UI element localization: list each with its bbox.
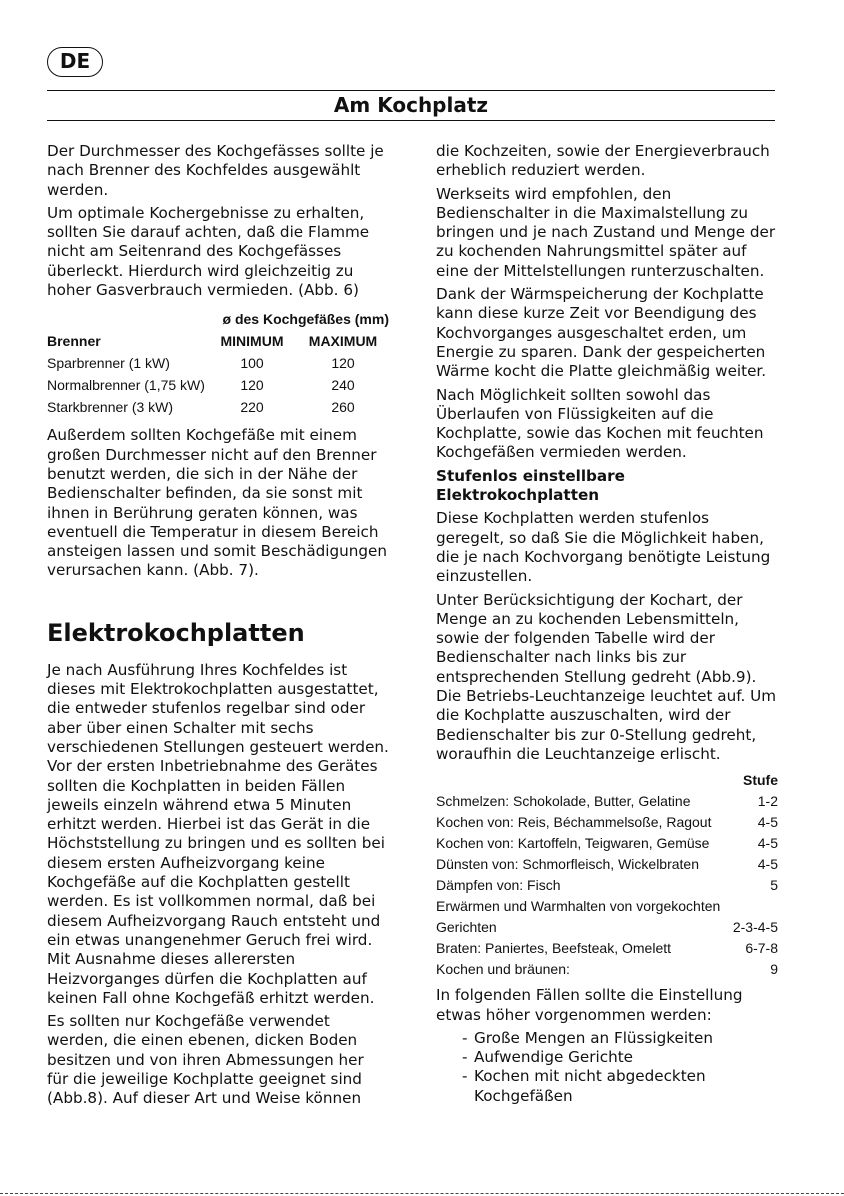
row-value: 4-5 xyxy=(757,856,778,873)
row-value: 4-5 xyxy=(757,835,778,852)
table-row xyxy=(436,812,778,833)
stufe-table xyxy=(436,770,778,980)
table-group-header: ø des Kochgefäßes (mm) xyxy=(222,310,389,327)
table-row xyxy=(436,833,778,854)
row-label: Kochen von: Reis, Béchammelsoße, Ragout xyxy=(436,814,712,831)
table-row xyxy=(436,959,778,980)
row-value: 9 xyxy=(770,961,778,978)
subheading: Stufenlos einstellbare Elektrokochplatten xyxy=(436,466,625,505)
table-header-maximum: MAXIMUM xyxy=(308,332,378,349)
table-cell: 260 xyxy=(331,398,355,415)
row-value: 1-2 xyxy=(757,793,778,810)
paragraph: Je nach Ausführung Ihres Kochfeldes ist dieses mit Elektrokochplatten ausgestattet, die entweder stufenlos regelbar sind oder aber über einen Schalter mit sechs verschiedenen Stellungen gesteuert werden. Vor der ersten Inbetriebnahme des Gerätes sollten die Kochplatten in beiden Fällen jeweils einzeln während etwa 5 Minuten erhitzt werden. Hierbei ist das Gerät in die Höchststellung zu bringen und es sollten bei diesem ersten Aufheizvorgang keine Kochgefäße auf die Kochplatten gestellt werden. Es ist vollkommen normal, daß bei diesem Aufheizvorgang Rauch entsteht und ein etwas unangenehmer Geruch frei wird. Mit Ausnahme dieses allerersten Heizvorganges dürfen die Kochplatten auf keinen Fall ohne Kochgefäß erhitzt werden. xyxy=(47,660,389,1007)
table-row xyxy=(436,791,778,812)
row-label: Schmelzen: Schokolade, Butter, Gelatine xyxy=(436,793,691,810)
table-cell: 240 xyxy=(331,376,355,393)
paragraph: Werkseits wird empfohlen, den Bedienschalter in die Maximalstellung zu bringen und je nach Zustand und Menge der zu kochenden Nahrungsmittel später auf eine der Mittelstellungen runterzuschalten. xyxy=(436,184,776,280)
row-label: Dämpfen von: Fisch xyxy=(436,877,561,894)
row-value: 4-5 xyxy=(757,814,778,831)
table-row xyxy=(436,917,778,938)
header-bottom-rule xyxy=(47,120,775,121)
page-title: Am Kochplatz xyxy=(333,93,489,117)
section-title: Elektrokochplatten xyxy=(47,618,305,647)
bullet-list xyxy=(436,1029,778,1106)
table-header-minimum: MINIMUM xyxy=(220,332,284,349)
table-row xyxy=(47,374,389,396)
table-row xyxy=(436,854,778,875)
table-cell: 120 xyxy=(240,376,264,393)
paragraph: Außerdem sollten Kochgefäße mit einem großen Durchmesser nicht auf den Brenner benutzt werden, die sich in der Nähe der Bedienschalter befinden, da sie sonst mit ihnen in Berührung geraten können, was eventuell die Temperatur in diesem Bereich ansteigen lassen und somit Beschädigungen verursachen kann. (Abb. 7). xyxy=(47,426,387,580)
paragraph: die Kochzeiten, sowie der Energieverbrauch erheblich reduziert werden. xyxy=(436,142,770,180)
right-column xyxy=(436,142,778,1106)
page-bottom-edge xyxy=(0,1193,844,1194)
row-label: Kochen und bräunen: xyxy=(436,961,570,978)
list-item: - Aufwendige Gerichte xyxy=(462,1048,778,1067)
table-row xyxy=(436,875,778,896)
row-value: 6-7-8 xyxy=(745,940,778,957)
header-top-rule xyxy=(47,90,775,91)
row-value: 5 xyxy=(770,877,778,894)
row-value: 2-3-4-5 xyxy=(732,919,778,936)
table-cell: Starkbrenner (3 kW) xyxy=(47,398,174,415)
table-cell-empty xyxy=(47,308,207,330)
table-cell: 100 xyxy=(240,354,264,371)
table-cell: 220 xyxy=(240,398,264,415)
table-cell: Sparbrenner (1 kW) xyxy=(47,354,170,371)
row-label: Gerichten xyxy=(436,919,497,936)
paragraph: Der Durchmesser des Kochgefässes sollte je nach Brenner des Kochfeldes ausgewählt werden. xyxy=(47,142,384,199)
paragraph: Nach Möglichkeit sollten sowohl das Überlaufen von Flüssigkeiten auf die Kochplatte, sowie das Kochen mit feuchten Kochgefäßen vermieden werden. xyxy=(436,385,764,462)
paragraph: Unter Berücksichtigung der Kochart, der Menge an zu kochenden Lebensmitteln, sowie der folgenden Tabelle wird der Bedienschalter nach links bis zur entsprechenden Stellung gedreht (Abb.9). Die Betriebs-Leuchtanzeige leuchtet auf. Um die Kochplatte auszuschalten, wird der Bedienschalter bis zur 0-Stellung gedreht, woraufhin die Leuchtanzeige erlischt. xyxy=(436,590,777,763)
table-cell: 120 xyxy=(331,354,355,371)
burner-diameter-table xyxy=(47,308,389,418)
paragraph: Dank der Wärmspeicherung der Kochplatte kann diese kurze Zeit vor Beendigung des Kochvorganges ausgeschaltet erden, um Energie zu sparen. Dank der gespeicherten Wärme kocht die Platte gleichmäßig weiter. xyxy=(436,285,767,381)
table-header-brenner: Brenner xyxy=(47,332,101,349)
table-row xyxy=(436,938,778,959)
row-label: Dünsten von: Schmorfleisch, Wickelbraten xyxy=(436,856,699,873)
list-item: - Große Mengen an Flüssigkeiten xyxy=(462,1029,778,1048)
table-row xyxy=(47,396,389,418)
row-label: Braten: Paniertes, Beefsteak, Omelett xyxy=(436,940,672,957)
stufe-header: Stufe xyxy=(743,772,778,789)
language-badge: DE xyxy=(47,47,103,77)
list-item: - Kochen mit nicht abgedeckten Kochgefäßen xyxy=(462,1067,778,1106)
table-cell: Normalbrenner (1,75 kW) xyxy=(47,376,205,393)
left-column xyxy=(47,142,389,1113)
paragraph: Um optimale Kochergebnisse zu erhalten, sollten Sie darauf achten, daß die Flamme nicht am Seitenrand des Kochgefässes überleckt. Hierdurch wird gleichzeitig zu hoher Gasverbrauch vermieden. (Abb. 6) xyxy=(47,203,370,300)
paragraph: Diese Kochplatten werden stufenlos geregelt, so daß Sie die Möglichkeit haben, die je nach Kochvorgang benötigte Leistung einzustellen. xyxy=(436,509,771,586)
paragraph: Es sollten nur Kochgefäße verwendet werden, die einen ebenen, dicken Boden besitzen und von ihren Abmessungen her für die jeweilige Kochplatte geeignet sind (Abb.8). Auf dieser Art und Weise können xyxy=(47,1012,364,1108)
table-row xyxy=(47,352,389,374)
paragraph: In folgenden Fällen sollte die Einstellung etwas höher vorgenommen werden: xyxy=(436,986,743,1024)
table-row xyxy=(436,896,778,917)
row-label: Erwärmen und Warmhalten von vorgekochten xyxy=(436,898,721,915)
row-label: Kochen von: Kartoffeln, Teigwaren, Gemüse xyxy=(436,835,710,852)
